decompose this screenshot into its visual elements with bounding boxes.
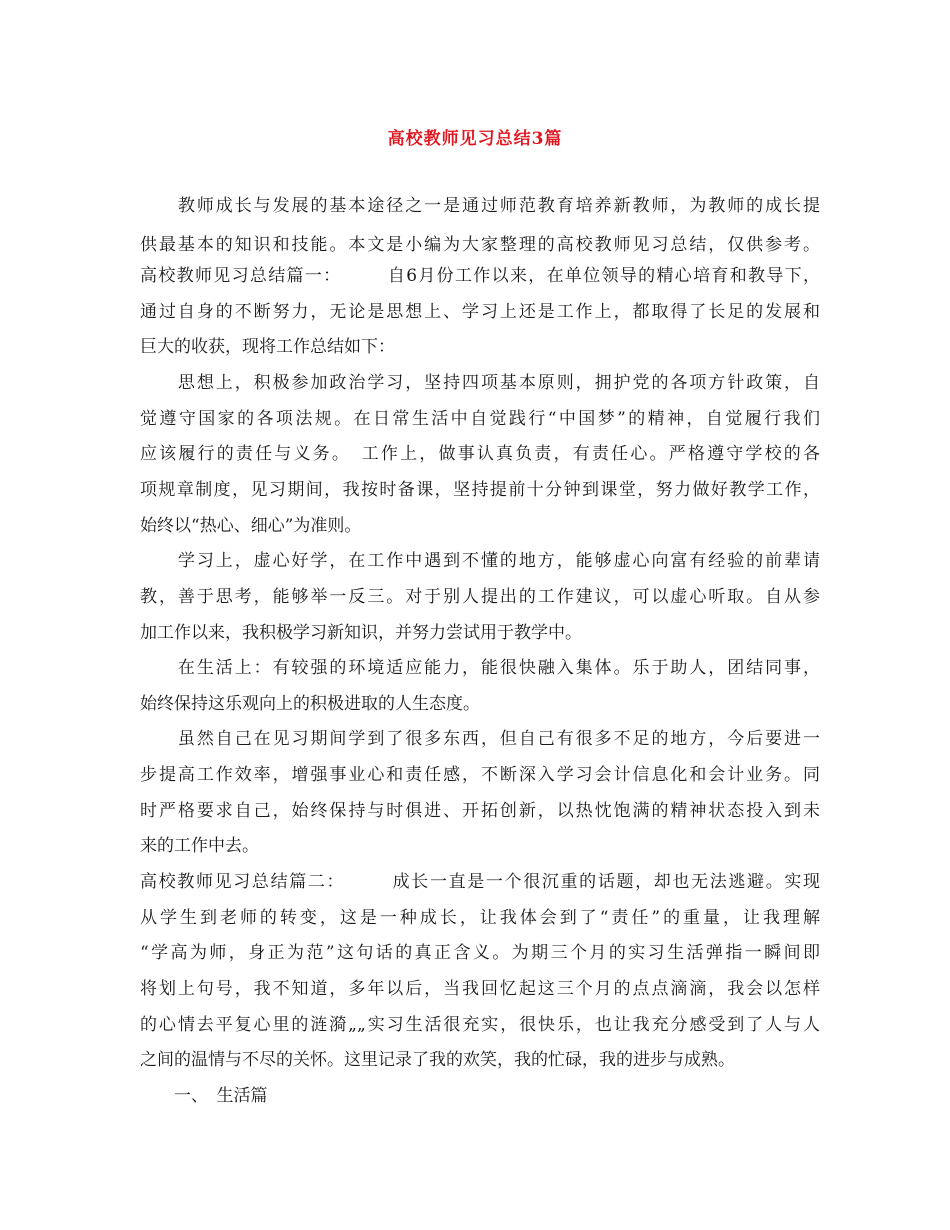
body-line: 高校教师见习总结篇二： 成长一直是一个很沉重的话题，却也无法逃避。实现	[140, 872, 820, 892]
section-heading: 一、 生活篇	[140, 1086, 268, 1106]
body-line: 觉遵守国家的各项法规。在日常生活中自觉践行“中国梦”的精神，自觉履行我们	[140, 409, 820, 429]
body-line: 教，善于思考，能够举一反三。对于别人提出的工作建议，可以虚心听取。自从参	[140, 587, 820, 607]
body-line: 通过自身的不断努力，无论是思想上、学习上还是工作上，都取得了长足的发展和	[140, 302, 820, 322]
body-line: 在生活上：有较强的环境适应能力，能很快融入集体。乐于助人，团结同事，	[140, 658, 820, 678]
body-line: 项规章制度，见习期间，我按时备课，坚持提前十分钟到课堂，努力做好教学工作，	[140, 480, 820, 500]
body-line: 供最基本的知识和技能。本文是小编为大家整理的高校教师见习总结，仅供参考。	[140, 235, 820, 255]
body-line: 思想上，积极参加政治学习，坚持四项基本原则，拥护党的各项方针政策，自	[140, 373, 820, 393]
body-line: 学习上，虚心好学，在工作中遇到不懂的地方，能够虚心向富有经验的前辈请	[140, 551, 820, 571]
body-line: 应该履行的责任与义务。 工作上，做事认真负责，有责任心。严格遵守学校的各	[140, 444, 820, 464]
body-line: 时严格要求自己，始终保持与时俱进、开拓创新，以热忱饱满的精神状态投入到未	[140, 801, 820, 821]
body-line: 来的工作中去。	[140, 836, 259, 856]
body-line: 巨大的收获，现将工作总结如下：	[140, 337, 395, 357]
body-line: 虽然自己在见习期间学到了很多东西，但自己有很多不足的地方，今后要进一	[140, 729, 820, 749]
body-line: 高校教师见习总结篇一： 自6月份工作以来，在单位领导的精心培育和教导下，	[140, 266, 820, 286]
body-line: 始终以“热心、细心”为准则。	[140, 516, 362, 536]
body-line: 从学生到老师的转变，这是一种成长，让我体会到了“责任”的重量，让我理解	[140, 908, 820, 928]
body-line: 的心情去平复心里的涟漪„„实习生活很充实，很快乐，也让我充分感受到了人与人	[140, 1015, 820, 1035]
body-line: 将划上句号，我不知道，多年以后，当我回忆起这三个月的点点滴滴，我会以怎样	[140, 979, 820, 999]
document-title: 高校教师见习总结3篇	[387, 129, 563, 149]
body-line: 加工作以来，我积极学习新知识，并努力尝试用于教学中。	[140, 623, 582, 643]
body-line: “学高为师，身正为范”这句话的真正含义。为期三个月的实习生活弹指一瞬间即	[140, 943, 820, 963]
body-line: 教师成长与发展的基本途径之一是通过师范教育培养新教师，为教师的成长提	[140, 196, 820, 216]
body-line: 始终保持这乐观向上的积极进取的人生态度。	[140, 694, 480, 714]
body-line: 之间的温情与不尽的关怀。这里记录了我的欢笑，我的忙碌，我的进步与成熟。	[140, 1050, 735, 1070]
body-line: 步提高工作效率，增强事业心和责任感，不断深入学习会计信息化和会计业务。同	[140, 765, 820, 785]
